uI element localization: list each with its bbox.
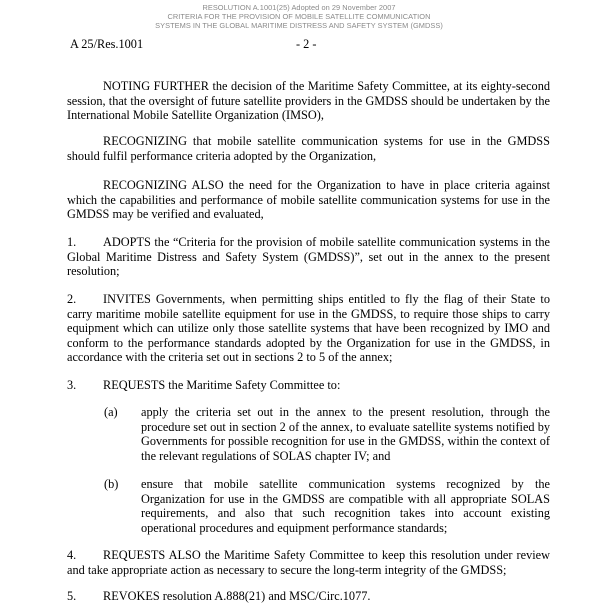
preamble-recognizing: [67, 134, 550, 163]
operative-item-4: [67, 548, 550, 577]
page-number: - 2 -: [296, 37, 317, 51]
subitem-a-marker: (a): [104, 405, 118, 419]
item-text: INVITES Governments, when permitting ships entitled to fly the flag of their State to carry maritime mobile satellite equipment for use in the GMDSS, to require those ships to carry equipment which can utilize only those satellite systems that have been recognized by IMO and conform to the performance standards adopted by the Organization for use in the GMDSS, in accordance with the criteria set out in sections 2 to 5 of the annex;: [67, 292, 550, 365]
running-header-line-3: SYSTEMS IN THE GLOBAL MARITIME DISTRESS AND SAFETY SYSTEM (GMDSS): [155, 21, 443, 30]
item-text: REQUESTS the Maritime Safety Committee to:: [103, 378, 341, 392]
item-number: 3.: [67, 378, 77, 392]
subitem-b-marker: (b): [104, 477, 119, 491]
operative-item-1: [67, 235, 550, 279]
item-text: REQUESTS ALSO the Maritime Safety Committee to keep this resolution under review and take appropriate action as necessary to secure the long-term integrity of the GMDSS;: [67, 548, 550, 577]
item-text: REVOKES resolution A.888(21) and MSC/Circ.1077.: [103, 589, 371, 603]
preamble-noting-further: [67, 79, 550, 123]
preamble-recognizing-text: RECOGNIZING that mobile satellite communication systems for use in the GMDSS should fulfil performance criteria adopted by the Organization,: [67, 134, 550, 163]
item-number: 5.: [67, 589, 77, 603]
item-text: ADOPTS the “Criteria for the provision of mobile satellite communication systems in the Global Maritime Distress and Safety System (GMDSS)”, set out in the annex to the present resolution;: [67, 235, 550, 279]
subitem-a-text: apply the criteria set out in the annex to the present resolution, through the procedure set out in section 2 of the annex, to evaluate satellite systems notified by Governments for possible recognition for use in the GMDSS, within the context of the relevant regulations of SOLAS chapter IV; and: [141, 405, 550, 463]
running-header-line-1: RESOLUTION A.1001(25) Adopted on 29 November 2007: [202, 3, 396, 12]
item-number: 2.: [67, 292, 77, 306]
subitem-b-text: ensure that mobile satellite communication systems recognized by the Organization for use in the GMDSS are compatible with all appropriate SOLAS requirements, and also that such recognition takes into account existing operational procedures and equipment performance standards;: [141, 477, 550, 535]
item-number: 1.: [67, 235, 77, 249]
operative-item-2: [67, 292, 550, 365]
running-header-line-2: CRITERIA FOR THE PROVISION OF MOBILE SATELLITE COMMUNICATION: [167, 12, 431, 21]
preamble-noting-text: NOTING FURTHER the decision of the Maritime Safety Committee, at its eighty-second session, that the oversight of future satellite providers in the GMDSS should be undertaken by the International Mobile Satellite Organization (IMSO),: [67, 79, 550, 123]
item-number: 4.: [67, 548, 77, 562]
preamble-recognizing-also-text: RECOGNIZING ALSO the need for the Organization to have in place criteria against which the capabilities and performance of mobile satellite communication systems for use in the GMDSS may be verified and evaluated,: [67, 178, 550, 222]
document-reference: A 25/Res.1001: [70, 37, 144, 51]
preamble-recognizing-also: [67, 178, 550, 222]
